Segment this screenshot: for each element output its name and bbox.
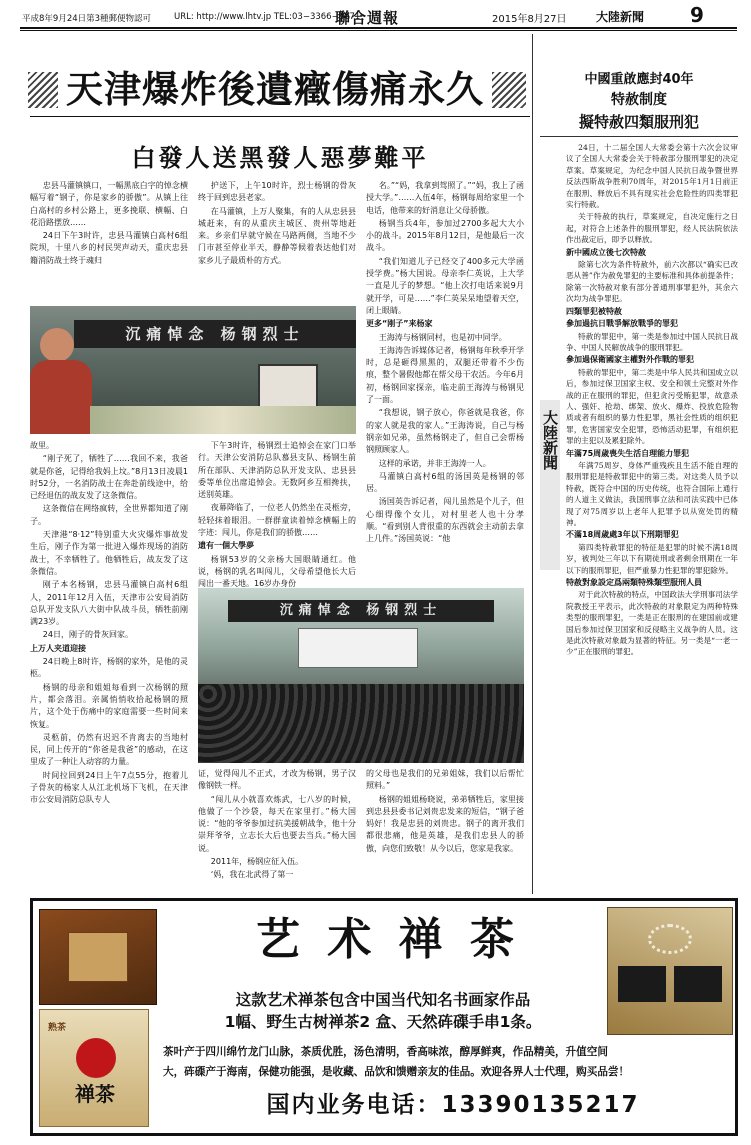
paragraph: “刚子死了，牺牲了……我回不来，我爸就是你爸，记得给我妈上坟。”8月13日凌晨1时52分，一名消防战士在奔赴前线途中，给已经退伍的战友发了这条微信。 bbox=[30, 454, 188, 501]
paragraph: 在马灌镇，上万人聚集，有的人从忠县县城赶来，有的从重庆主城区、贵州等地赶来。乡亲们早就守候在马路两侧，当地不少门市甚至停业半天，静静等候着表达他们对家乡儿子最质朴的方式。 bbox=[198, 206, 356, 265]
memorial-photo-2 bbox=[198, 588, 524, 763]
paragraph: 灵柩前，仍然有迟迟不肯离去的当地村民，同上传开的“你爸是我爸”的感动，在这里成了一种让人动容的力量。 bbox=[30, 732, 188, 767]
paragraph: 名。”“妈，我拿到驾照了。”“妈，我上了函授大学。”……入伍4年，杨钢每周给家里一个电话，他带来的好消息让父母骄傲。 bbox=[366, 181, 524, 215]
paragraph: 24日下午3时许，忠县马灌镇白高村6组院坝，十里八乡的村民哭声动天，重庆忠县籍消防战士终于魂归 bbox=[30, 231, 188, 265]
section-heading: 上万人夹道迎接 bbox=[30, 643, 86, 653]
sidebar-rule bbox=[540, 136, 738, 137]
sidebar-para-3: 除第七次为条件特赦外，前六次都以“确实已改恶从善”作为赦免罪犯的主要标准和具体前提条件；除第一次特赦对象有部分普通刑事罪犯外，其余六次均为战争罪犯。 bbox=[566, 260, 738, 304]
sidebar-heading-5: 參加過抗日戰爭解放戰爭的罪犯 bbox=[566, 319, 678, 329]
gift-set-image bbox=[607, 907, 733, 1035]
section-heading: 遗有一個大學夢 bbox=[198, 541, 254, 551]
sidebar-title-2: 特赦制度 bbox=[611, 92, 667, 108]
sidebar-article bbox=[566, 142, 738, 894]
paragraph: ‘妈，我在北武得了第一 bbox=[210, 870, 294, 880]
tea-box-lid bbox=[68, 932, 128, 982]
paragraph: 王海涛告诉媒体记者，杨钢每年秋季开学时，总是砸得黑黑的，双腿还带着不少伤痕，整个暑假他都在帮父母干农活。今年6月初，杨钢回家探亲，临走前王海涛与杨钢见了一面。 bbox=[366, 345, 524, 405]
column-divider bbox=[532, 34, 533, 894]
header-registration: 平成8年9月24日第3種郵便物認可 bbox=[22, 14, 152, 24]
sidebar-heading-7: 參加過保衛國家主權對外作戰的罪犯 bbox=[566, 355, 694, 365]
paragraph: 的父母也是我们的兄弟姐妹，我们以后帮忙照料。” bbox=[366, 769, 524, 791]
paragraph: 2011年，杨钢应征入伍。 bbox=[210, 857, 304, 867]
subhead: 白發人送黑發人惡夢難平 bbox=[131, 144, 429, 172]
paragraph: 杨钢当兵4年，参加过2700多起大大小小的战斗。2015年8月12日，是他最后一次战斗。 bbox=[366, 218, 524, 253]
sidebar-heading-9: 年滿75周歲喪失生活自理能力罪犯 bbox=[566, 448, 690, 458]
sidebar-para-0: 24日，十二届全国人大常委会第十六次会议审议了全国人大常委会关于特赦部分服刑罪犯的决定草案。草案规定，为纪念中国人民抗日战争暨世界反法西斯战争胜利70周年，对2015年1月1日前正在服刑、释放后不具有现实社会危险性的四类罪犯实行特赦。 bbox=[566, 143, 738, 210]
paragraph: 证，觉得闯儿不正式，才改为杨钢，男子汉像钢铁一样。 bbox=[198, 769, 356, 791]
sidebar-para-14: 对于此次特赦的特点，中国政法大学刑事司法学院教授王平表示，此次特赦的对象限定为两种特殊类型的服刑罪犯，一类是正在服刑的在建国前或建国后参加过保卫国家和反侵略主义战争的人员。这是此次特赦对象最为显著的特征。另一类是“一老一少”正在服刑的罪犯。 bbox=[566, 590, 738, 657]
package-seal bbox=[76, 1038, 116, 1078]
memorial-stage bbox=[298, 628, 418, 668]
vertical-section-label: 大陸新聞 bbox=[541, 410, 559, 470]
article-column-b bbox=[198, 440, 356, 589]
paragraph: 24日晚上8时许，杨钢的家外，是他的灵柩。 bbox=[30, 657, 188, 679]
mourner-head bbox=[40, 328, 74, 362]
article-column-1 bbox=[30, 180, 188, 306]
ad-line-2: 1幅、野生古树禅茶2 盒、天然砗磲手串1条。 bbox=[224, 1013, 542, 1031]
paragraph: 天津港“8·12”特别重大火灾爆炸事故发生后，刚子作为第一批进入爆炸现场的消防战士，不幸牺牲了。他牺牲后，战友发了这条微信。 bbox=[30, 530, 188, 576]
headline-ornament-right bbox=[492, 72, 526, 108]
paragraph: 24日，刚子的骨灰回家。 bbox=[42, 630, 133, 640]
sidebar-para-10: 年满75周岁、身体严重残疾且生活不能自理的服刑罪犯是特赦罪犯中的第三类。对这类人员予以特赦，既符合中国的历史传统，也符合国际上通行的人道主义做法，我国刑事立法和司法实践中已体现了对75周岁以上老年人犯罪予以从宽处罚的精神。 bbox=[566, 460, 738, 527]
article-column-a bbox=[30, 440, 188, 886]
sidebar-para-1: 关于特赦的执行，草案规定，自决定施行之日起，对符合上述条件的服刑罪犯，经人民法院依法作出裁定后，即予以释放。 bbox=[566, 212, 738, 245]
paragraph: 汤国英告诉记者，闯儿虽然是个儿子，但心细得像个女儿，对村里老人也十分孝顺。“看到别人背很重的东西就会主动前去拿上几件。”汤国英说：“他 bbox=[366, 497, 524, 544]
article-column-b2 bbox=[198, 768, 356, 886]
ad-box bbox=[30, 898, 738, 1136]
sidebar-title-3: 擬特赦四類服刑犯 bbox=[578, 113, 699, 131]
paragraph: 夜幕降临了，一位老人仍然坐在灵柩旁，轻轻抹着眼泪。一群群童读着悼念横幅上的字迹：闯儿，你是我们的骄傲…… bbox=[198, 503, 356, 538]
paragraph: 忠县马灌镇镇口，一幅黑底白字的悼念横幅写着“钢子，你是家乡的骄傲”。从镇上往白高村的乡村公路上，更多挽联、横幅、白花沿路摆放…… bbox=[30, 181, 188, 227]
paragraph: 这条微信在网络疯转，全世界都知道了刚子。 bbox=[30, 504, 188, 526]
article-column-3 bbox=[366, 180, 524, 582]
section-heading: 更多“刚子”来杨家 bbox=[366, 319, 433, 329]
paragraph: 这样的承诺，并非王海涛一人。 bbox=[378, 458, 491, 468]
header-contact: URL: http://www.lhtv.jp TEL:03−3366−8071 bbox=[174, 12, 361, 22]
ad-line-1: 这款艺术禅茶包含中国当代知名书画家作品 bbox=[235, 991, 531, 1009]
package-label: 禅茶 bbox=[75, 1082, 115, 1106]
ad-line-3: 茶叶产于四川绵竹龙门山脉，茶质优胜，汤色清明，香高味浓，醇厚鲜爽，作品精美，升值空间 bbox=[163, 1046, 608, 1058]
memorial-photo-1 bbox=[30, 306, 356, 434]
paragraph: 王海涛与杨钢同村，也是初中同学。 bbox=[378, 332, 507, 342]
gift-set-box-right bbox=[674, 966, 722, 1002]
sidebar-title-1: 中國重啟應封40年 bbox=[584, 72, 694, 87]
sidebar-para-6: 特赦的罪犯中，第一类是参加过中国人民抗日战争、中国人民解放战争的服刑罪犯。 bbox=[566, 331, 738, 352]
flower-arrangement bbox=[90, 406, 356, 434]
paragraph: 杨钢的姐姐杨晓说，弟弟牺牲后，家里接到忠县县委书记刘贵忠发来的短信，“钢子爸妈好！我是忠县的刘贵忠。钢子的离开我们都很悲痛，他是英雄，是我们忠县人的骄傲，向您们致敬！从今以后，您家是我家。 bbox=[366, 794, 524, 853]
gift-set-box-left bbox=[618, 966, 666, 1002]
article-column-c2 bbox=[366, 768, 524, 886]
sidebar-heading-11: 不滿18周歲處3年以下刑期罪犯 bbox=[566, 530, 679, 540]
ad-phone: 国内业务电话：13390135217 bbox=[266, 1092, 640, 1118]
headline-divider bbox=[30, 116, 530, 117]
paragraph: “闯儿从小就喜欢炼武，七八岁的时候，他做了一个沙袋，每天在家里打。”杨大国说：“他的爷爷参加过抗美援朝战争，他十分崇拜爷爷，立志长大后也要去当兵。”杨大国说。 bbox=[198, 794, 356, 853]
article-column-2 bbox=[198, 180, 356, 306]
ad-line-4: 大，砗磲产于海南，保健功能强，是收藏、品饮和馈赠亲友的佳品。欢迎各界人士代理，购买品尝！ bbox=[163, 1066, 630, 1078]
mourner-figure bbox=[30, 360, 92, 434]
ad-title: 艺 术 禅 茶 bbox=[256, 914, 520, 965]
sidebar-heading-13: 特赦對象設定爲兩類特殊類型服刑人員 bbox=[566, 578, 702, 588]
header-rule-thin bbox=[20, 30, 737, 31]
sidebar-heading-2: 新中國成立後七次特赦 bbox=[566, 247, 646, 257]
paragraph: 杨钢53岁的父亲杨大国眼睛通红。他说，杨钢的乳名叫闯儿，父母希望他长大后闯出一番天地。16岁办身份 bbox=[198, 554, 356, 589]
paragraph: 杨钢的母亲和姐姐每看到一次杨钢的照片，都会落泪。亲属悄悄收拾起杨钢的照片，这个处于伤痛中的家庭需要一些时间来恢复。 bbox=[30, 682, 188, 729]
page-number: 9 bbox=[690, 3, 704, 27]
memorial-banner: 沉痛悼念 杨钢烈士 bbox=[74, 320, 356, 348]
sidebar-heading-4: 四類罪犯被特赦 bbox=[566, 306, 622, 316]
paragraph: 刚子本名杨钢，忠县马灌镇白高村6组人，2011年12月入伍，天津市公安局消防总队开发支队八大街中队战斗员，牺牲前刚满23岁。 bbox=[30, 580, 188, 627]
paragraph: 下午3时许，杨钢烈士追悼会在家门口举行。天津公安消防总队慕县支队、杨钢生前所在部队、天津消防总队开发支队、忠县县委等单位出席追悼会。无数阿乡互相搀扶，送别英雄。 bbox=[198, 441, 356, 500]
paragraph: 故里。 bbox=[30, 441, 54, 450]
package-brand: 熟茶 bbox=[48, 1023, 67, 1033]
paragraph: “我想说，钢子放心，你爸就是我爸，你的家人就是我的家人。”王海涛说，自己与杨钢亲如兄弟，虽然杨钢走了，但自己会帮杨钢照顾家人。 bbox=[366, 408, 524, 455]
header-section: 大陸新聞 bbox=[596, 10, 645, 24]
sidebar-para-8: 特赦的罪犯中，第二类是中华人民共和国成立以后，参加过保卫国家主权、安全和领土完整对外作战的正在服刑的罪犯，但犯贪污受贿犯罪，故意杀人、强奸、抢劫、绑架、放火、爆炸、投放危险物质或者有组织的暴力性犯罪，黑社会性质的组织犯罪，危害国家安全犯罪，恐怖活动犯罪，有组织犯罪的主犯以及累犯除外。 bbox=[566, 367, 738, 446]
paragraph: 时间拉回到24日上午7点55分，抱着儿子骨灰的杨家人从江北机场下飞机，在天津市公安局消防总队专人 bbox=[30, 770, 188, 805]
sidebar-para-12: 第四类特赦罪犯的特征是犯罪的时候不满18周岁，被判处三年以下有期徒刑或者剩余刑期在一年以下的服刑罪犯，但严重暴力性犯罪的罪犯除外。 bbox=[566, 542, 738, 575]
crowd bbox=[198, 684, 524, 763]
header-date: 2015年8月27日 bbox=[492, 14, 567, 25]
headline: 天津爆炸後遺癥傷痛永久 bbox=[66, 68, 484, 111]
tea-package-image bbox=[39, 1009, 149, 1127]
paragraph: 马灌镇白高村6组的汤国英是杨钢的邻居。 bbox=[366, 471, 524, 494]
tea-box-image bbox=[39, 909, 157, 1005]
paragraph: “我们知道儿子已经交了400多元大学函授学费。”杨大国说。母亲李仁英说，上大学一直是儿子的梦想。“他上次打电话来说9月就开学，可是……”李仁英呆呆地望着天空，闭上眼睛。 bbox=[366, 256, 524, 315]
header-rule bbox=[20, 27, 737, 29]
header-brand: 聯合週報 bbox=[335, 9, 400, 27]
paragraph: 护送下，上午10时许，烈士杨钢的骨灰终于回到忠县老家。 bbox=[198, 181, 356, 203]
bead-bracelet bbox=[648, 924, 692, 954]
memorial-banner: 沉痛悼念 杨钢烈士 bbox=[228, 600, 494, 622]
headline-ornament-left bbox=[28, 72, 58, 108]
